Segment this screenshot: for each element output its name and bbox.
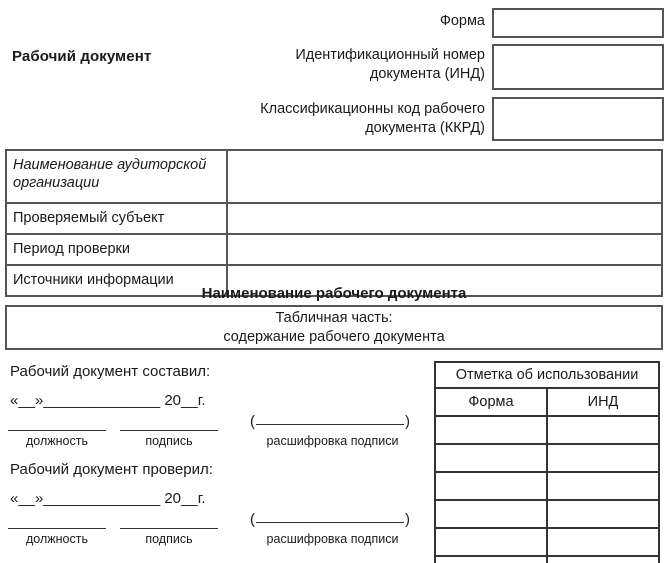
table-row — [435, 444, 659, 472]
usage-column-header-forma: Форма — [435, 388, 547, 416]
usage-cell-ind[interactable] — [547, 528, 659, 556]
field-input-ind[interactable] — [492, 44, 664, 90]
signature-rule-position-2[interactable] — [8, 528, 106, 529]
signature-rule-signature-2[interactable] — [120, 528, 218, 529]
signature-caption-signature-2: подпись — [145, 532, 193, 546]
paren-open-2: ( — [250, 511, 255, 528]
usage-cell-ind[interactable] — [547, 500, 659, 528]
signature-transcript-field-1[interactable] — [250, 415, 410, 428]
field-label-kkrd: Классификационны код рабочего документа (ККРД) — [260, 101, 485, 136]
signature-caption-transcript-1: расшифровка подписи — [266, 434, 399, 448]
usage-cell-ind[interactable] — [547, 444, 659, 472]
paren-open-1: ( — [250, 413, 255, 430]
signature-caption-transcript-2: расшифровка подписи — [266, 532, 399, 546]
usage-cell-forma[interactable] — [435, 416, 547, 444]
usage-cell-ind[interactable] — [547, 472, 659, 500]
field-input-kkrd[interactable] — [492, 97, 664, 141]
signature-caption-position-1: должность — [26, 434, 88, 448]
table-row — [435, 416, 659, 444]
signature-date-checked[interactable]: «__»______________ 20__г. — [10, 490, 206, 507]
table-row — [435, 472, 659, 500]
usage-cell-forma[interactable] — [435, 500, 547, 528]
page-title: Рабочий документ — [12, 48, 152, 65]
info-label-subject: Проверяемый субъект — [6, 203, 227, 234]
table-row — [435, 556, 659, 563]
paren-close-1: ) — [405, 413, 410, 430]
usage-cell-forma[interactable] — [435, 444, 547, 472]
signature-date-compiled[interactable]: «__»______________ 20__г. — [10, 392, 206, 409]
signature-transcript-field-2[interactable] — [250, 513, 410, 526]
usage-cell-ind[interactable] — [547, 416, 659, 444]
usage-mark-table — [434, 361, 660, 563]
usage-cell-forma[interactable] — [435, 472, 547, 500]
field-label-ind: Идентификационный номер документа (ИНД) — [295, 47, 485, 82]
signature-heading-checked: Рабочий документ проверил: — [10, 461, 213, 478]
usage-cell-ind[interactable] — [547, 556, 659, 563]
usage-cell-forma[interactable] — [435, 528, 547, 556]
signature-rule-position-1[interactable] — [8, 430, 106, 431]
usage-cell-forma[interactable] — [435, 556, 547, 563]
paren-close-2: ) — [405, 511, 410, 528]
info-value-organization[interactable] — [227, 150, 662, 203]
info-value-period[interactable] — [227, 234, 662, 265]
info-label-period: Период проверки — [6, 234, 227, 265]
section-heading: Наименование рабочего документа — [201, 285, 467, 302]
content-line-1: Табличная часть: — [275, 309, 393, 326]
signature-rule-signature-1[interactable] — [120, 430, 218, 431]
usage-table-title-row — [435, 362, 659, 388]
info-label-sources: Источники информации — [6, 265, 227, 296]
table-row — [435, 528, 659, 556]
field-label-forma: Форма — [439, 13, 485, 29]
signature-rule-transcript-1[interactable] — [256, 424, 404, 425]
table-row — [6, 203, 662, 234]
info-label-organization: Наименование аудиторской организации — [6, 150, 227, 203]
signature-caption-signature-1: подпись — [145, 434, 193, 448]
table-row — [435, 500, 659, 528]
signature-heading-compiled: Рабочий документ составил: — [10, 363, 211, 380]
document-content-box[interactable] — [5, 305, 663, 350]
usage-column-header-ind: ИНД — [547, 388, 659, 416]
field-input-forma[interactable] — [492, 8, 664, 38]
table-row — [6, 150, 662, 203]
signature-caption-position-2: должность — [26, 532, 88, 546]
usage-table-title: Отметка об использовании — [435, 362, 659, 388]
usage-table-header-row — [435, 388, 659, 416]
content-line-2: содержание рабочего документа — [223, 328, 445, 345]
signature-rule-transcript-2[interactable] — [256, 522, 404, 523]
audit-info-table — [5, 149, 663, 297]
table-row — [6, 234, 662, 265]
info-value-subject[interactable] — [227, 203, 662, 234]
